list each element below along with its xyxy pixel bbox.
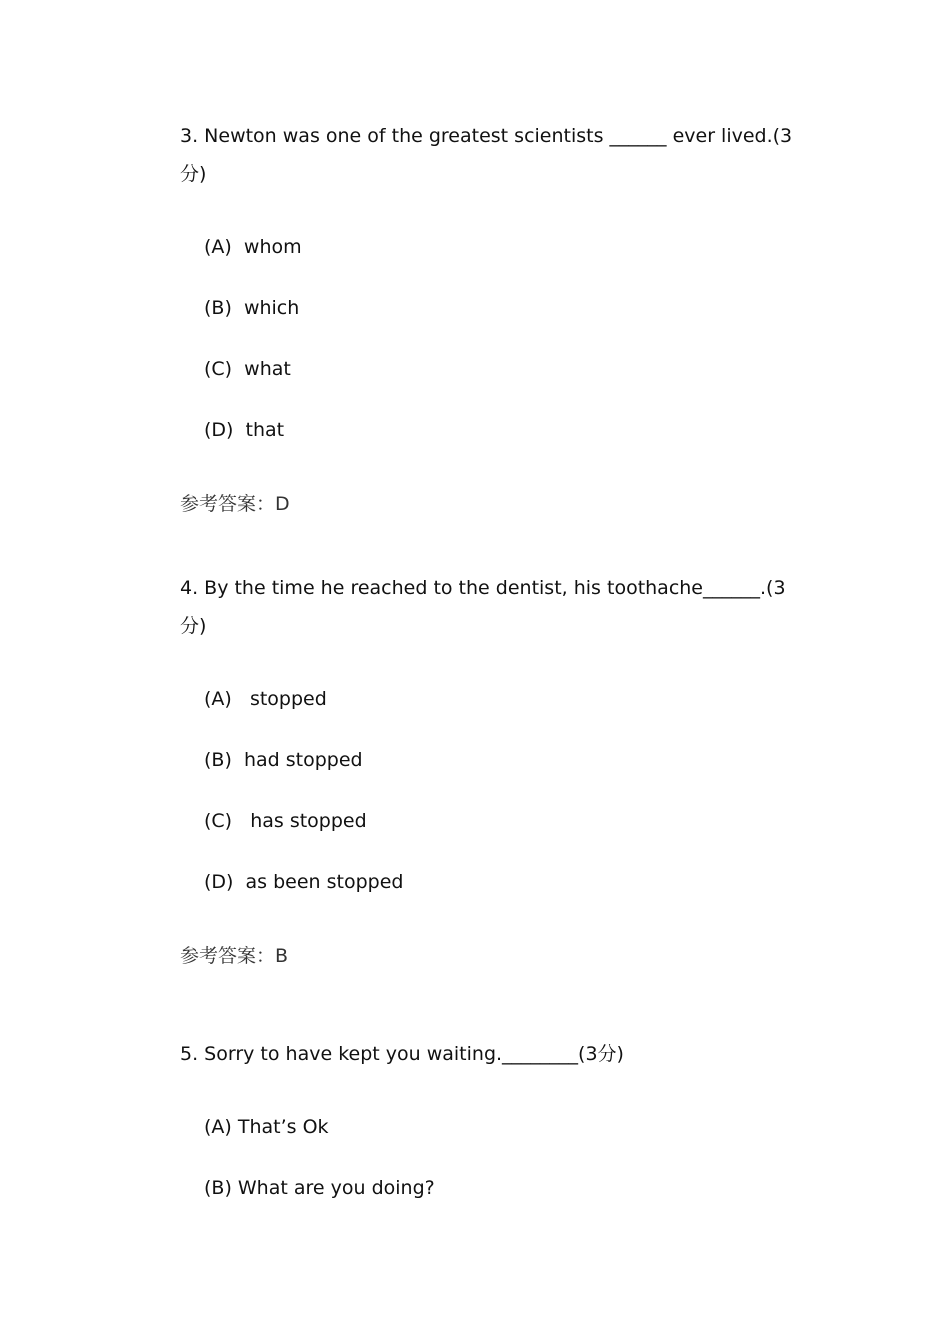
question-3-option-b: (B) which: [204, 297, 300, 319]
question-4-option-b: (B) had stopped: [204, 749, 363, 771]
question-3-option-a: (A) whom: [204, 236, 302, 258]
question-4-option-c: (C) has stopped: [204, 810, 367, 832]
question-3-option-c: (C) what: [204, 358, 291, 380]
question-5-option-b: (B) What are you doing?: [204, 1177, 435, 1199]
answer-label: 参考答案：: [180, 945, 276, 967]
question-4-text: 4. By the time he reached to the dentist, his toothache______.(3分): [180, 577, 786, 637]
question-5-text: 5. Sorry to have kept you waiting.________(3分): [180, 1043, 624, 1065]
question-4-option-a: (A) stopped: [204, 688, 327, 710]
question-5-option-a: (A) That’s Ok: [204, 1116, 329, 1138]
question-3-text: 3. Newton was one of the greatest scientists ______ ever lived.(3分): [180, 125, 793, 185]
question-3-option-d: (D) that: [204, 419, 285, 441]
question-4-answer: [180, 944, 288, 968]
answer-value: B: [275, 945, 289, 967]
answer-label: 参考答案：: [180, 493, 276, 515]
answer-value: D: [275, 493, 290, 515]
question-4-option-d: (D) as been stopped: [204, 871, 404, 893]
question-3-answer: [180, 492, 290, 516]
